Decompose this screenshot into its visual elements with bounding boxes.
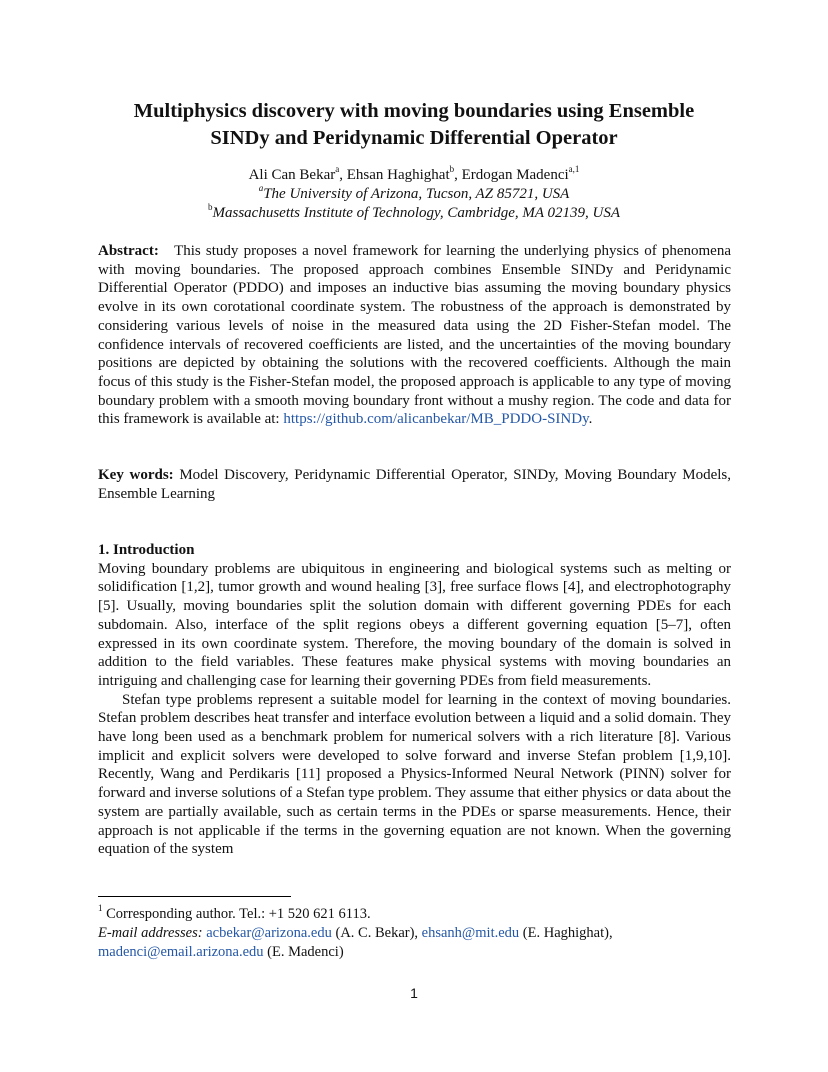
- email-link-haghighat[interactable]: ehsanh@mit.edu: [421, 925, 520, 941]
- affiliation-a-text: The University of Arizona, Tucson, AZ 85721, USA: [263, 186, 570, 202]
- abstract-text: This study proposes a novel framework for learning the underlying physics of phenomena with moving boundaries. The proposed approach combines Ensemble SINDy and Peridynamic Differential Operator (PDDO) and imposes an inductive bias assuming the moving boundary physics evolve in its own corotational coordinate system. The robustness of the approach is demonstrated by considering various levels of noise in the measured data using the 2D Fisher-Stefan model. The confidence intervals of recovered coefficients are listed, and the uncertainties of the moving boundary positions are depicted by obtaining the solutions with the recovered coefficients. Although the main focus of this study is the Fisher-Stefan model, the proposed approach is applicable to any type of moving boundary problem with a smooth moving boundary front without a mushy region. The code and data for this framework is available at:: [98, 243, 731, 428]
- author-1-sup: a: [335, 164, 340, 174]
- section-heading: 1. Introduction: [98, 542, 195, 558]
- author-3-sup: a,1: [568, 164, 580, 174]
- keywords: [98, 466, 731, 503]
- author-2-sup: b: [449, 164, 455, 174]
- author-1: Ali Can Bekar: [248, 167, 336, 183]
- affiliation-b-sup: b: [208, 202, 213, 212]
- email-link-madenci[interactable]: madenci@email.arizona.edu: [98, 944, 264, 960]
- footnote-line-2: [98, 924, 738, 943]
- title-line-1: Multiphysics discovery with moving boundaries using Ensemble: [133, 100, 695, 122]
- email-label: E-mail addresses:: [98, 925, 203, 941]
- page-number: 1: [410, 985, 418, 1001]
- footnote: [98, 905, 738, 962]
- introduction-section: [98, 541, 731, 859]
- footnote-text: Corresponding author. Tel.: +1 520 621 6113.: [102, 906, 371, 922]
- author-3: Erdogan Madenci: [461, 167, 569, 183]
- author-names: Ali Can Bekar$^a$, Ehsan Haghighat$^b$, Erdogan Madenci$^{a,1}$: [248, 164, 580, 183]
- keywords-label: Key words:: [98, 467, 174, 483]
- code-link[interactable]: https://github.com/alicanbekar/MB_PDDO-SINDy: [283, 411, 589, 428]
- email-owner-2: (E. Haghighat),: [519, 925, 613, 941]
- paper-title: [0, 98, 828, 152]
- abstract-end: .: [588, 411, 593, 428]
- email-link-bekar[interactable]: acbekar@arizona.edu: [206, 925, 332, 941]
- intro-paragraph-1: Moving boundary problems are ubiquitous in engineering and biological systems such as melting or solidification [1,2], tumor growth and wound healing [3], free surface flows [4], and electrophotography [5]. Usually, moving boundaries split the solution domain with different governing PDEs for each subdomain. Also, interface of the split regions obeys a different governing equation [5–7], often expressed in its own coordinate system. Therefore, the moving boundary of the domain is solved in addition to the field variables. These features make physical systems with moving boundaries an intriguing and challenging case for learning their governing PDEs from field measurements.: [98, 560, 731, 689]
- abstract: [98, 242, 731, 429]
- affiliation-a-sup: a: [258, 183, 264, 193]
- footnote-line-3: [98, 943, 738, 962]
- footnote-mark: 1: [98, 903, 103, 914]
- author-2: Ehsan Haghighat: [346, 167, 450, 183]
- intro-paragraph-2: Stefan type problems represent a suitable model for learning in the context of moving boundaries. Stefan problem describes heat transfer and interface evolution between a liquid and a solid domain. They have long been used as a benchmark problem for numerical solvers with a rich literature [8]. Various implicit and explicit solvers were developed to solve forward and inverse Stefan problem [1,9,10]. Recently, Wang and Perdikaris [11] proposed a Physics-Informed Neural Network (PINN) solver for forward and inverse solutions of a Stefan type problem. They assume that either physics or data about the system are partially available, such as certain terms in the PDEs or sparse measurements. Hence, their approach is not applicable if the terms in the governing equation are not known. When the governing equation of the system: [98, 691, 731, 858]
- author-block: [0, 166, 828, 223]
- affiliation-b-text: Massachusetts Institute of Technology, Cambridge, MA 02139, USA: [212, 205, 620, 221]
- footnote-divider: [98, 896, 291, 897]
- keywords-text: Model Discovery, Peridynamic Differential Operator, SINDy, Moving Boundary Models, Ensemble Learning: [98, 467, 731, 502]
- title-line-2: SINDy and Peridynamic Differential Operator: [210, 127, 618, 149]
- abstract-label: Abstract:: [98, 243, 159, 259]
- email-owner-3: (E. Madenci): [263, 944, 344, 960]
- affiliation-b: [0, 204, 828, 223]
- affiliation-a: [0, 185, 828, 204]
- footnote-line-1: [98, 905, 738, 924]
- email-owner-1: (A. C. Bekar),: [331, 925, 422, 941]
